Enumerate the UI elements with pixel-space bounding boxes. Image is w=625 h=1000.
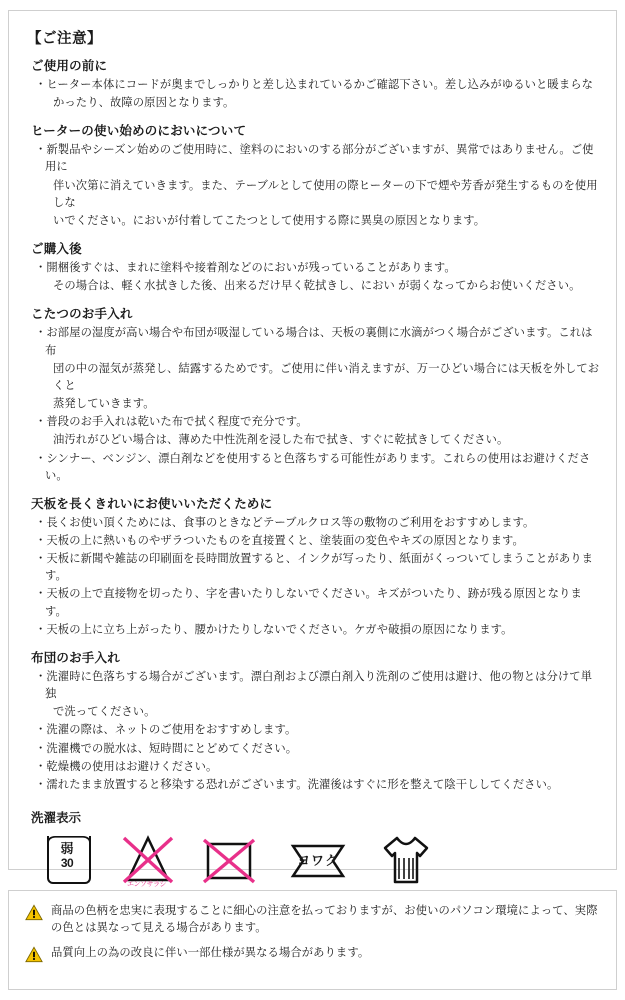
wring-label: ヨワク — [296, 853, 339, 868]
note-line-2: の色とは異なって見える場合があります。 — [51, 921, 267, 934]
list-item-text: かったり、故障の原因となります。 — [53, 97, 235, 110]
list-item — [35, 361, 600, 395]
washtub-line2: 30 — [60, 855, 74, 870]
section-heading: 天板を長くきれいにお使いいただくために — [31, 496, 273, 511]
list-item-text: 伴い次第に消えていきます。また、テーブルとして使用の際ヒーターの下で煙や芳香が発生するものを使用しな — [53, 179, 598, 209]
warning-icon — [25, 904, 43, 921]
list-item-text: いでください。においが付着してこたつとして使用する際に異臭の原因となります。 — [53, 214, 486, 227]
list-item — [35, 777, 600, 794]
list-item — [35, 741, 600, 758]
section-heading: 布団のお手入れ — [31, 650, 120, 665]
list-item — [35, 669, 600, 703]
list-item-text: 団の中の湿気が蒸発し、結露するためです。ご使用に伴い消えますが、万一ひどい場合には天板を外しておくと — [53, 362, 600, 392]
list-item-text: お部屋の湿度が高い場合や布団が吸湿している場合は、天板の裏側に水滴がつく場合がございます。これは布 — [45, 327, 593, 357]
note-text — [51, 903, 598, 937]
list-item-text: その場合は、軽く水拭きした後、出来るだけ早く乾拭きし、におい が弱くなってからお使いください。 — [53, 280, 581, 293]
list-item — [35, 414, 600, 431]
page-title: 【ご注意】 — [27, 31, 102, 47]
section-body — [25, 260, 600, 295]
list-item — [35, 533, 600, 550]
list-item — [35, 178, 600, 212]
no-bleach-label: エンソサラシ — [127, 881, 166, 888]
list-item — [35, 759, 600, 776]
list-item-text: 天板に新聞や雑誌の印刷面を長時間放置すると、インクが写ったり、紙面がくっついてしまうことがあります。 — [45, 553, 594, 583]
section-kotatsu-care — [25, 304, 600, 484]
section-after-purchase — [25, 239, 600, 295]
list-item-text: 天板の上に熱いものやザラついたものを直接置くと、塗装面の変色やキズの原因となります。 — [46, 534, 524, 547]
list-item-text: 長くお使い頂くためには、食事のときなどテーブルクロス等の敷物のご利用をおすすめします。 — [46, 516, 535, 529]
list-item — [35, 142, 600, 176]
list-item — [35, 586, 600, 620]
no-dry-clean-shape — [199, 832, 261, 890]
section-body — [25, 325, 600, 484]
list-item-text: 洗濯機での脱水は、短時間にとどめてください。 — [46, 742, 298, 755]
section-tabletop-care — [25, 494, 600, 639]
notes-panel — [8, 890, 617, 990]
note-line-1: 商品の色柄を忠実に表現することに細心の注意を払っておりますが、お使いのパソコン環境によって、実際 — [51, 905, 598, 917]
list-item — [35, 704, 600, 721]
washtub-line1: 弱 — [60, 841, 74, 856]
no-dry-clean-icon — [199, 832, 261, 890]
wring-weakly-icon — [279, 832, 357, 890]
hang-dry-shade-icon — [375, 832, 437, 890]
section-heading: ヒーターの使い始めのにおいについて — [31, 124, 247, 139]
list-item — [35, 325, 600, 359]
list-item-text: 普段のお手入れは乾いた布で拭く程度で充分です。 — [46, 416, 308, 429]
list-item-text: 天板の上に立ち上がったり、腰かけたりしないでください。ケガや破損の原因になります。 — [46, 623, 513, 636]
note-text — [51, 945, 369, 962]
list-item-text: 新製品やシーズン始めのご使用時に、塗料のにおいのする部分がございますが、異常ではありません。ご使用に — [45, 144, 594, 174]
warning-icon — [25, 946, 43, 963]
care-label-title: 洗濯表示 — [31, 811, 82, 825]
list-item — [35, 515, 600, 532]
list-item — [35, 95, 600, 112]
section-body — [25, 515, 600, 639]
list-item-text: 油汚れがひどい場合は、薄めた中性洗剤を浸した布で拭き、すぐに乾拭きしてください。 — [53, 434, 509, 447]
section-body — [25, 669, 600, 794]
list-item — [35, 278, 600, 295]
list-item-text: 蒸発していきます。 — [53, 398, 155, 411]
list-item-text: 洗濯の際は、ネットのご使用をおすすめします。 — [46, 724, 297, 737]
no-bleach-icon — [119, 832, 181, 890]
caution-panel — [8, 10, 617, 888]
washtub-weak-30-icon — [39, 832, 101, 890]
list-item — [35, 260, 600, 277]
section-heading: ご使用の前に — [31, 59, 108, 73]
note-line-1: 品質向上の為の改良に伴い一部仕様が異なる場合があります。 — [51, 946, 370, 959]
section-heater-smell — [25, 121, 600, 230]
list-item-text: 天板の上で直接物を切ったり、字を書いたりしないでください。キズがついたり、跡が残る原因となります。 — [45, 588, 582, 618]
list-item-text: 開梱後すぐは、まれに塗料や接着剤などのにおいが残っていることがあります。 — [46, 262, 456, 275]
list-item — [35, 396, 600, 413]
section-body — [25, 142, 600, 230]
list-item — [35, 213, 600, 230]
list-item — [35, 451, 600, 485]
list-item — [35, 77, 600, 94]
note-item — [25, 945, 600, 963]
list-item-text: 乾燥機の使用はお避けください。 — [46, 760, 218, 773]
section-heading: ご購入後 — [31, 242, 82, 257]
list-item — [35, 551, 600, 585]
list-item — [35, 432, 600, 449]
note-item — [25, 903, 600, 937]
list-item — [35, 722, 600, 739]
list-item — [35, 622, 600, 639]
list-item-text: で洗ってください。 — [53, 706, 156, 719]
list-item-text: 洗濯時に色落ちする場合がございます。漂白剤および漂白剤入り洗剤のご使用は避け、他の物とは分けて単独 — [45, 670, 593, 701]
care-label-icons — [25, 832, 600, 890]
hang-dry-shape — [375, 832, 437, 890]
section-before-use — [25, 56, 600, 112]
list-item-text: 濡れたまま放置すると移染する恐れがございます。洗濯後はすぐに形を整えて陰干ししてください。 — [46, 778, 559, 791]
section-heading: こたつのお手入れ — [31, 307, 133, 322]
list-item-text: ヒーター本体にコードが奥までしっかりと差し込まれているかご確認下さい。差し込みがゆるいと暖まらな — [46, 79, 594, 91]
section-futon-care — [25, 648, 600, 794]
list-item-text: シンナー、ベンジン、漂白剤などを使用すると色落ちする可能性があります。これらの使用はお避けください。 — [45, 452, 591, 482]
section-body — [25, 77, 600, 112]
